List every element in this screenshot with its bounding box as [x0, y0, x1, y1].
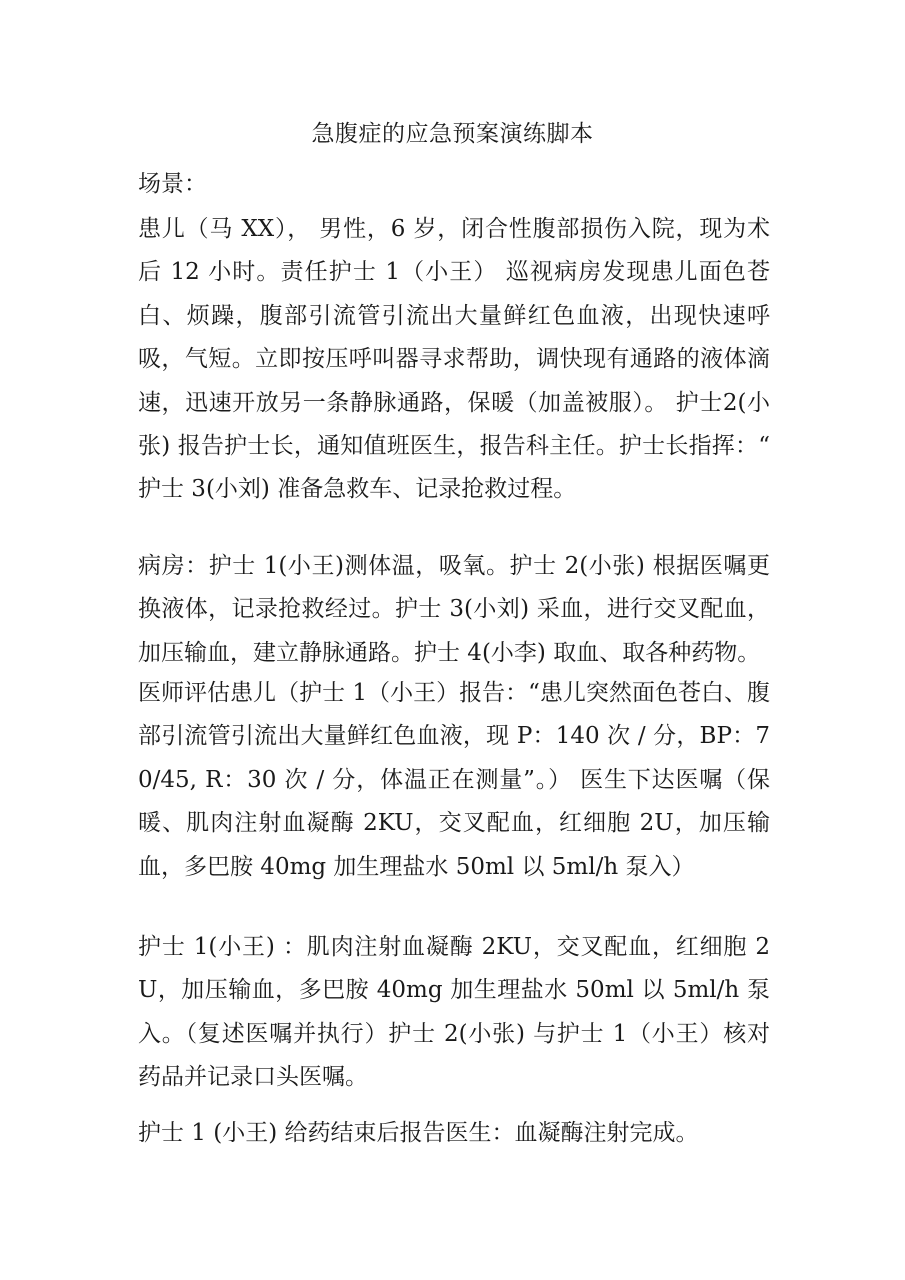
scene-label: 场景： [138, 171, 207, 197]
document-title: 急腹症的应急预案演练脚本 [311, 121, 594, 147]
paragraph-scenario: 患儿（马 XX）， 男性，6 岁，闭合性腹部损伤入院，现为术后 12 小时。责任护士 1（小王） 巡视病房发现患儿面色苍白、烦躁，腹部引流管引流出大量鲜红色血液，出现快速呼吸，气短。立即按压呼叫器寻求帮助，调快现有通路的液体滴速，迅速开放另一条静脉通路，保暖（加盖被服）。 护士2(小张) 报告护士长，通知值班医生，报告科主任。护士长指挥：“ 护士 3(小刘) 准备急救车、记录抢救过程。 [138, 216, 770, 503]
paragraph-completion-report: 护士 1 (小王) 给药结束后报告医生：血凝酶注射完成。 [138, 1120, 699, 1146]
paragraph-nurse-execution: 护士 1(小王) ：肌肉注射血凝酶 2KU，交叉配血，红细胞 2U，加压输血，多巴胺 40mg 加生理盐水 50ml 以 5ml/h 泵入。（复述医嘱并执行）护士 2(小张) 与护士 1（小王）核对药品并记录口头医嘱。 [138, 934, 770, 1091]
paragraph-physician-assessment: 医师评估患儿（护士 1（小王）报告：“患儿突然面色苍白、腹部引流管引流出大量鲜红色血液，现 P：140 次 / 分，BP：70/45, R：30 次 / 分，体温正在测量”。） 医生下达医嘱（保暖、肌肉注射血凝酶 2KU，交叉配血，红细胞 2U，加压输血，多巴胺 40mg 加生理盐水 50ml 以 5ml/h 泵入） [138, 680, 770, 880]
paragraph-ward: 病房：护士 1(小王)测体温，吸氧。护士 2(小张) 根据医嘱更换液体，记录抢救经过。护士 3(小刘) 采血，进行交叉配血，加压输血，建立静脉通路。护士 4(小李) 取血、取各种药物。 [138, 553, 770, 666]
